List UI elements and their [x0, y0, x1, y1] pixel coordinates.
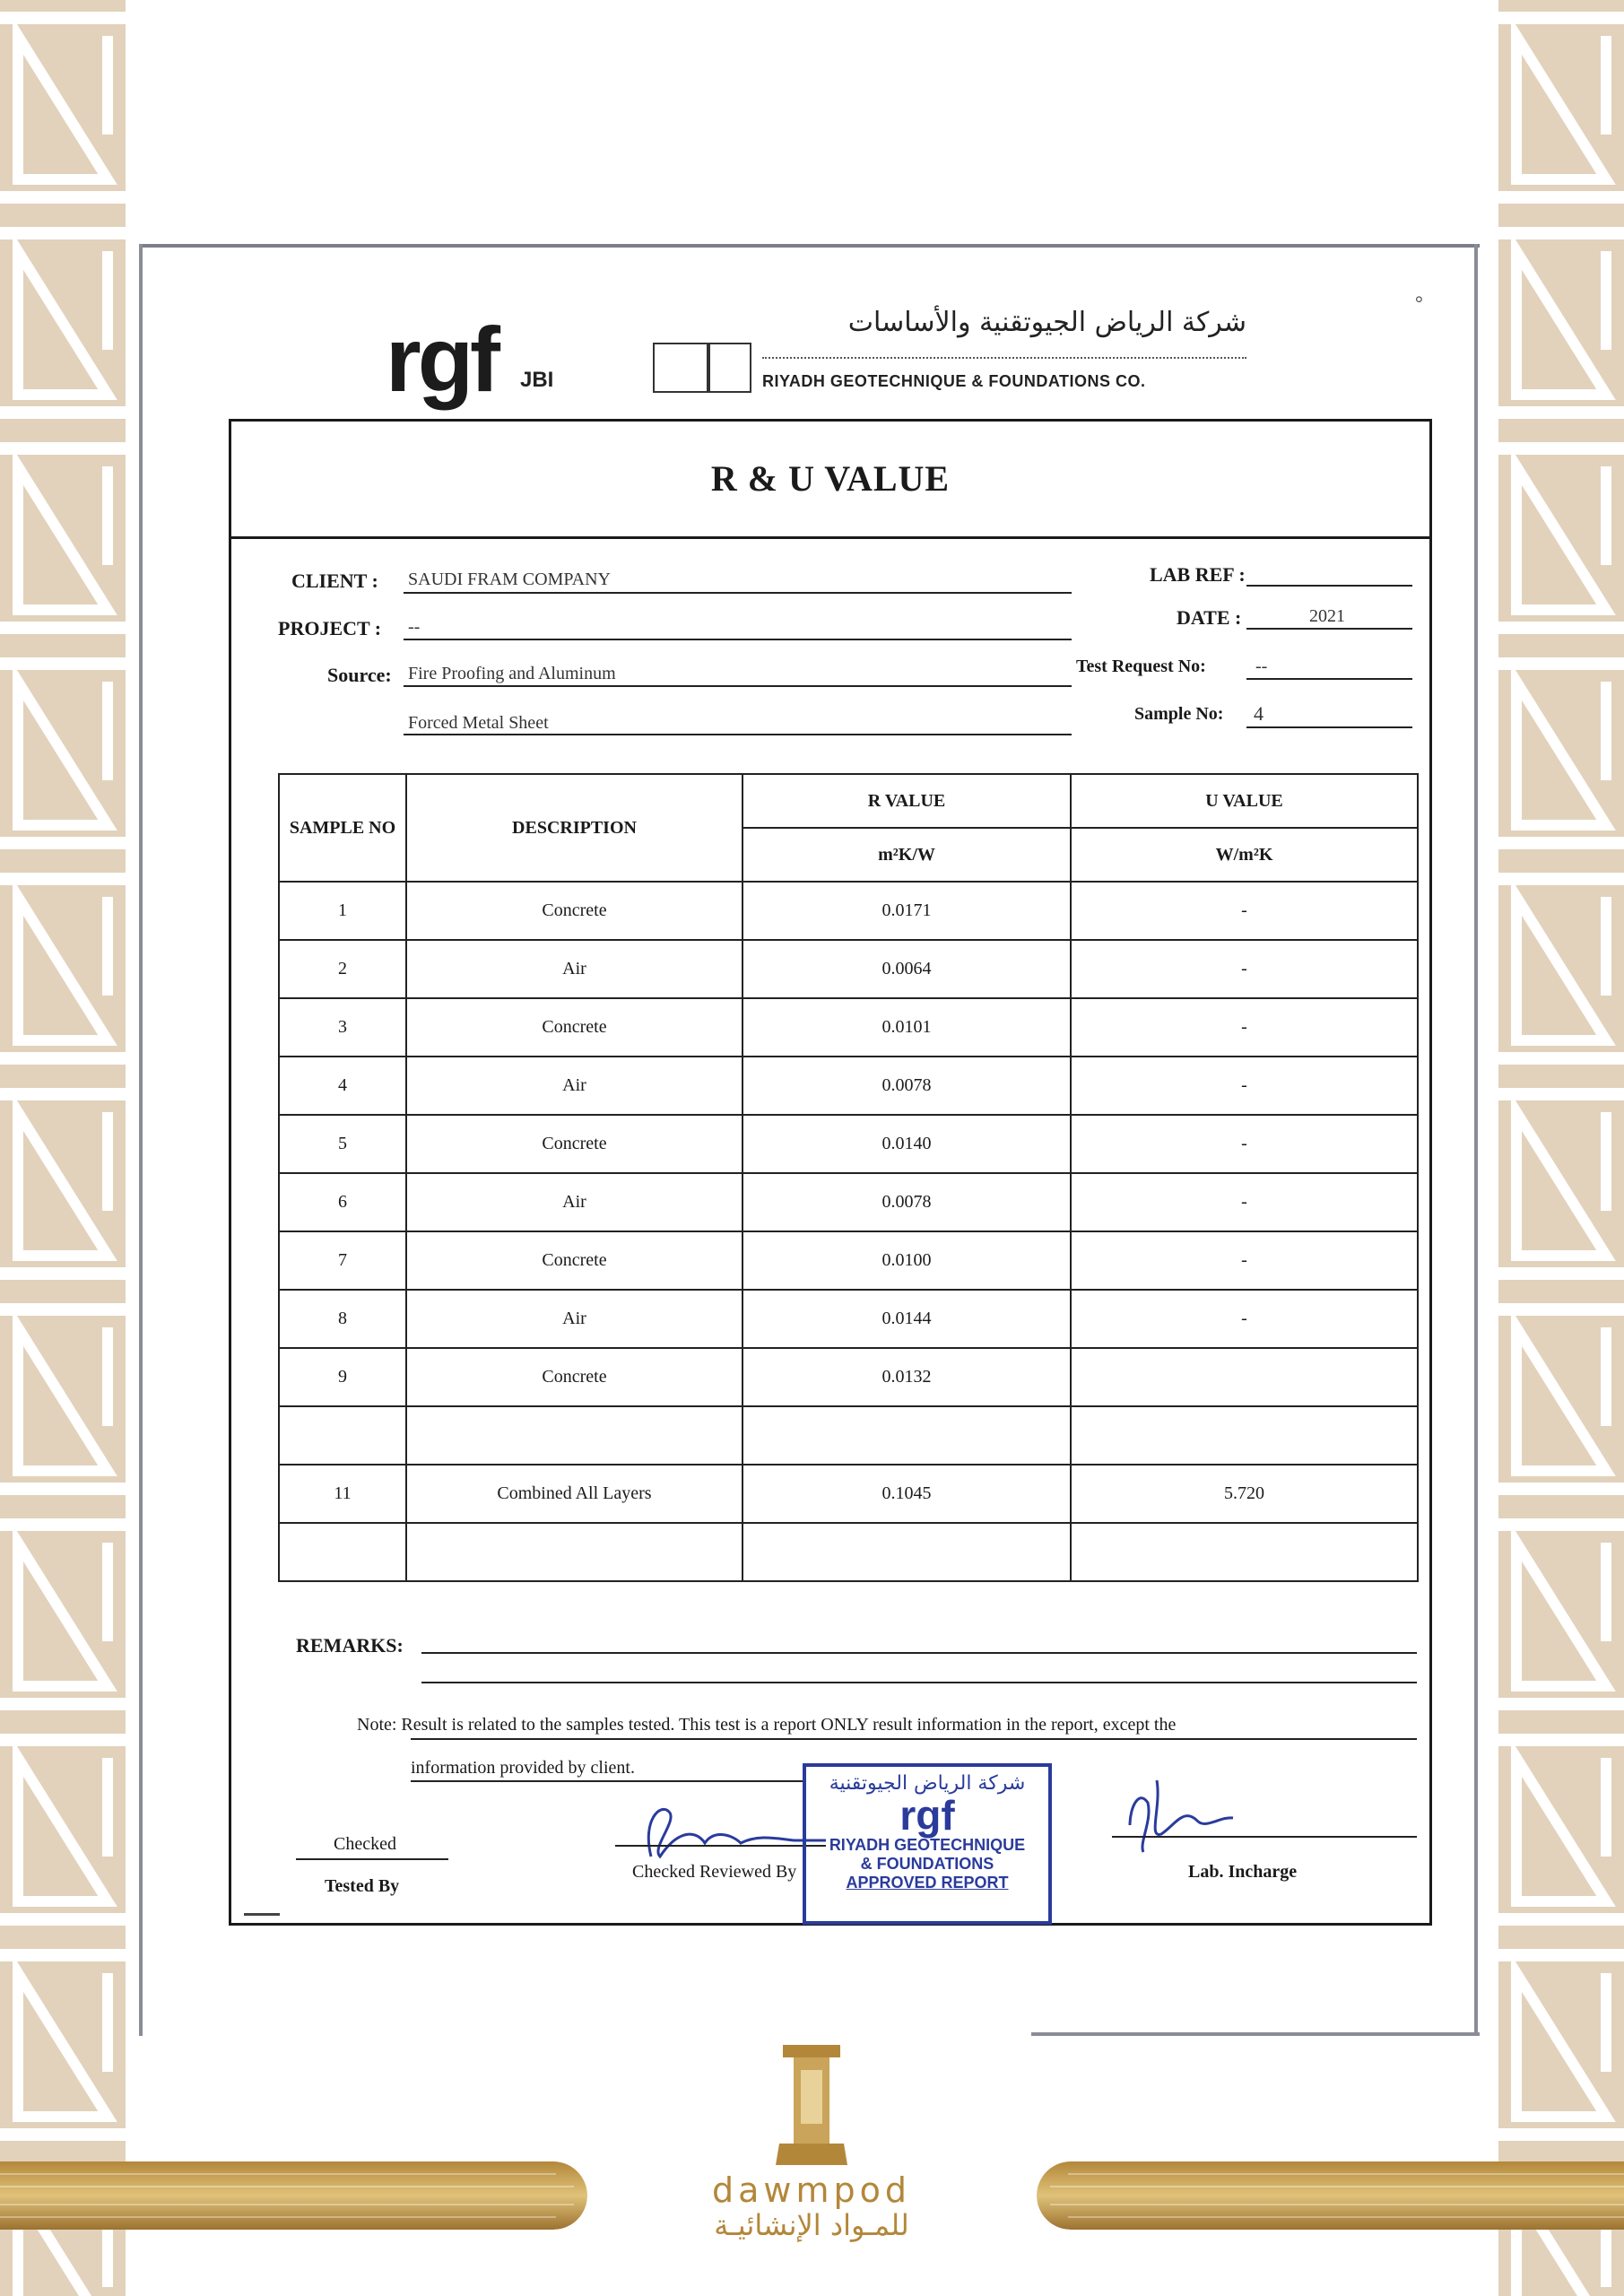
cell-u-value: -: [1071, 882, 1418, 940]
test-request-underline: [1246, 678, 1412, 680]
table-row: [279, 1173, 1418, 1231]
client-underline: [404, 592, 1072, 594]
table-row: [279, 1290, 1418, 1348]
header-sample-no: SAMPLE NO: [279, 774, 406, 882]
date-label: DATE :: [1177, 606, 1242, 629]
lab-ref-underline: [1246, 585, 1412, 587]
cell-description: Air: [406, 940, 743, 998]
company-name-arabic: شركة الرياض الجيوتقنية والأساسات: [847, 307, 1246, 338]
cell-u-value: [1071, 1406, 1418, 1465]
cell-r-value: 0.0100: [743, 1231, 1071, 1290]
cell-r-value: 0.0101: [743, 998, 1071, 1057]
footer-brand-arabic: للمـواد الإنشائيـة: [714, 2208, 909, 2242]
document-code: ▬▬▬▬: [244, 1909, 280, 1918]
cell-sample-no: 5: [279, 1115, 406, 1173]
cell-description: Air: [406, 1290, 743, 1348]
cell-description: Concrete: [406, 1231, 743, 1290]
decorative-left-border: [0, 0, 126, 2296]
cell-sample-no: 4: [279, 1057, 406, 1115]
results-table: [278, 773, 1419, 1582]
certification-badge-icon: [653, 343, 708, 393]
cell-description: [406, 1523, 743, 1581]
logo-subtext: JBI: [520, 368, 554, 392]
source-underline-2: [404, 734, 1072, 735]
checker-signature: [615, 1794, 830, 1866]
stamp-line-1: RIYADH GEOTECHNIQUE: [829, 1836, 1026, 1854]
sample-no-label: Sample No:: [1134, 704, 1224, 724]
table-row: [279, 1406, 1418, 1465]
client-label: CLIENT :: [291, 570, 378, 592]
cell-r-value: 0.0144: [743, 1290, 1071, 1348]
signature-line-tested: [296, 1858, 448, 1860]
table-row: [279, 1115, 1418, 1173]
stamp-line-3: APPROVED REPORT: [846, 1874, 1009, 1892]
checked-label: Checked: [334, 1834, 396, 1854]
cell-sample-no: 3: [279, 998, 406, 1057]
lab-incharge-label: Lab. Incharge: [1188, 1862, 1298, 1882]
source-value: Fire Proofing and Aluminum: [408, 664, 616, 683]
source-label: Source:: [327, 664, 392, 686]
cell-sample-no: 11: [279, 1465, 406, 1523]
sample-no-value: 4: [1254, 702, 1264, 725]
cell-r-value: 0.0132: [743, 1348, 1071, 1406]
cell-sample-no: 1: [279, 882, 406, 940]
cell-u-value: -: [1071, 1115, 1418, 1173]
table-row: [279, 882, 1418, 940]
scan-edge-right: [1474, 244, 1478, 2036]
stamp-arabic-text: شركة الرياض الجيوتقنية: [829, 1772, 1026, 1795]
cell-description: Air: [406, 1173, 743, 1231]
note-line-1: Note: Result is related to the samples tested. This test is a report ONLY result information in the report, except the: [357, 1715, 1177, 1735]
sample-no-underline: [1246, 726, 1412, 728]
cell-sample-no: [279, 1523, 406, 1581]
note-line-2: information provided by client.: [411, 1758, 635, 1778]
project-label: PROJECT :: [278, 617, 382, 639]
scan-edge-top: [139, 244, 1480, 248]
corner-mark: °: [1415, 291, 1423, 314]
date-underline: [1246, 628, 1412, 630]
cell-u-value: [1071, 1523, 1418, 1581]
cell-sample-no: 9: [279, 1348, 406, 1406]
header-u-unit: W/m²K: [1071, 828, 1418, 882]
decorative-right-border: [1498, 0, 1624, 2296]
rgf-logo: rgf: [386, 309, 497, 411]
cell-r-value: 0.0140: [743, 1115, 1071, 1173]
date-value: 2021: [1309, 606, 1345, 626]
source-value-line2: Forced Metal Sheet: [408, 713, 549, 733]
table-row: [279, 1348, 1418, 1406]
cell-sample-no: [279, 1406, 406, 1465]
remarks-underline-1: [421, 1652, 1417, 1654]
source-underline: [404, 685, 1072, 687]
cell-r-value: 0.0064: [743, 940, 1071, 998]
table-row: [279, 1465, 1418, 1523]
cell-sample-no: 6: [279, 1173, 406, 1231]
footer-gold-bar-left: [0, 2161, 587, 2230]
cell-sample-no: 8: [279, 1290, 406, 1348]
header-r-value: R VALUE: [743, 774, 1071, 828]
scan-edge-bottom: [1031, 2032, 1480, 2036]
cell-u-value: -: [1071, 940, 1418, 998]
footer-gold-bar-right: [1037, 2161, 1624, 2230]
cell-description: [406, 1406, 743, 1465]
cell-u-value: [1071, 1348, 1418, 1406]
table-row: [279, 940, 1418, 998]
footer-brand-english: dawmpod: [712, 2170, 911, 2210]
checked-reviewed-label: Checked Reviewed By: [632, 1862, 797, 1882]
remarks-label: REMARKS:: [296, 1634, 404, 1657]
cell-description: Air: [406, 1057, 743, 1115]
cell-description: Concrete: [406, 998, 743, 1057]
stamp-logo: rgf: [899, 1792, 955, 1839]
report-title: R & U VALUE: [710, 458, 951, 499]
header-u-value: U VALUE: [1071, 774, 1418, 828]
header-description: DESCRIPTION: [406, 774, 743, 882]
header-r-unit: m²K/W: [743, 828, 1071, 882]
cell-description: Concrete: [406, 1348, 743, 1406]
certification-badge-icon: [708, 343, 751, 393]
cell-r-value: 0.0171: [743, 882, 1071, 940]
cell-u-value: -: [1071, 1173, 1418, 1231]
note-underline-1: [411, 1738, 1417, 1740]
project-value: --: [408, 617, 421, 637]
client-value: SAUDI FRAM COMPANY: [408, 570, 611, 589]
table-row: [279, 1523, 1418, 1581]
cell-r-value: [743, 1523, 1071, 1581]
cell-u-value: 5.720: [1071, 1465, 1418, 1523]
cell-r-value: 0.0078: [743, 1173, 1071, 1231]
test-request-value: --: [1255, 657, 1268, 676]
table-row: [279, 1231, 1418, 1290]
cell-description: Combined All Layers: [406, 1465, 743, 1523]
test-request-label: Test Request No:: [1076, 657, 1206, 676]
project-underline: [404, 639, 1072, 640]
cell-u-value: -: [1071, 998, 1418, 1057]
cell-sample-no: 7: [279, 1231, 406, 1290]
cell-u-value: -: [1071, 1057, 1418, 1115]
company-subtitle-line: [762, 357, 1246, 366]
scan-edge-left: [139, 244, 143, 2036]
cell-r-value: 0.1045: [743, 1465, 1071, 1523]
cell-sample-no: 2: [279, 940, 406, 998]
table-row: [279, 998, 1418, 1057]
dawm-tower-logo-icon: [776, 2043, 847, 2169]
title-divider: [229, 536, 1432, 539]
cell-r-value: 0.0078: [743, 1057, 1071, 1115]
lab-ref-label: LAB REF :: [1150, 563, 1246, 586]
lab-incharge-signature: [1112, 1771, 1417, 1857]
cell-description: Concrete: [406, 1115, 743, 1173]
company-name-english: RIYADH GEOTECHNIQUE & FOUNDATIONS CO.: [762, 372, 1146, 390]
cell-r-value: [743, 1406, 1071, 1465]
stamp-line-2: & FOUNDATIONS: [860, 1855, 994, 1873]
cell-description: Concrete: [406, 882, 743, 940]
tested-by-label: Tested By: [325, 1876, 400, 1896]
cell-u-value: -: [1071, 1231, 1418, 1290]
remarks-underline-2: [421, 1682, 1417, 1683]
table-row: [279, 1057, 1418, 1115]
approval-stamp: [803, 1763, 1052, 1925]
note-underline-2: [411, 1780, 805, 1782]
cell-u-value: -: [1071, 1290, 1418, 1348]
